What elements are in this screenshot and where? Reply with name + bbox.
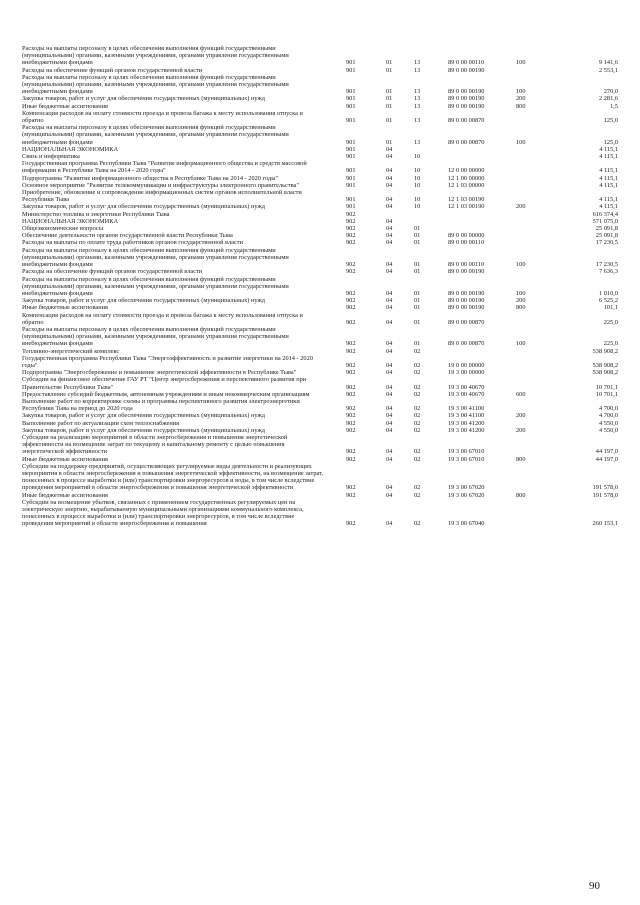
row-department-code: 902 [346, 455, 356, 463]
row-target-article-code: 89 0 00 00870 [448, 138, 485, 146]
row-amount: 4 115,1 [599, 181, 618, 189]
row-subsection-code: 02 [414, 491, 421, 499]
row-amount: 270,0 [603, 88, 618, 96]
row-section-code: 04 [386, 455, 393, 463]
row-amount: 260 153,1 [592, 520, 618, 528]
row-department-code: 902 [346, 520, 356, 528]
row-department-code: 901 [346, 153, 356, 161]
row-department-code: 902 [346, 318, 356, 326]
row-section-code: 04 [386, 217, 393, 225]
row-section-code: 01 [386, 66, 393, 74]
table-row [22, 232, 622, 239]
table-row [22, 153, 622, 160]
row-subsection-code: 02 [414, 405, 421, 413]
row-name: Подпрограмма "Развитие информационного общества в Республике Тыва на 2014 - 2020 годы" [22, 174, 279, 182]
table-row [22, 182, 622, 189]
row-section-code: 04 [386, 181, 393, 189]
row-subsection-code: 02 [414, 361, 421, 369]
row-department-code: 901 [346, 88, 356, 96]
row-department-code: 902 [346, 289, 356, 297]
row-section-code: 04 [386, 484, 393, 492]
row-name: НАЦИОНАЛЬНАЯ ЭКОНОМИКА [22, 145, 119, 153]
row-department-code: 902 [346, 210, 356, 218]
row-subsection-code: 01 [414, 268, 421, 276]
row-amount: 4 115,1 [599, 174, 618, 182]
row-subsection-code: 02 [414, 455, 421, 463]
row-name: Расходы на выплаты персоналу в целях обеспечения выполнения функций государственными (муниципальными) органами, казенными учреждениями, органами управления государственными внебюджетными фондами [22, 124, 289, 146]
row-name: Расходы на выплаты персоналу в целях обеспечения выполнения функций государственными (муниципальными) органами, казенными учреждениями, органами управления государственными внебюджетными фондами [22, 246, 289, 269]
row-department-code: 901 [346, 181, 356, 189]
row-section-code: 04 [386, 390, 393, 398]
row-target-article-code: 89 0 00 00110 [448, 59, 485, 67]
table-row [22, 369, 622, 376]
row-amount: 25 091,8 [595, 232, 618, 240]
row-department-code: 902 [346, 268, 356, 276]
table-row [22, 160, 622, 174]
row-target-article-code: 89 0 00 00110 [448, 261, 485, 269]
row-subsection-code: 13 [414, 59, 421, 67]
row-subsection-code: 01 [414, 340, 421, 348]
table-row [22, 492, 622, 499]
row-subsection-code: 02 [414, 484, 421, 492]
table-row [22, 312, 622, 326]
row-subsection-code: 13 [414, 117, 421, 125]
row-expense-type-code: 100 [516, 138, 526, 146]
row-name: Приобретение, обновление и сопровождение информационных систем органов исполнительной власти Республики Тыва [22, 189, 302, 204]
row-subsection-code: 01 [414, 261, 421, 269]
row-expense-type-code: 800 [516, 491, 526, 499]
row-department-code: 902 [346, 225, 356, 233]
row-target-article-code: 19 3 00 67010 [448, 448, 485, 456]
row-department-code: 901 [346, 145, 356, 153]
row-amount: 44 197,0 [595, 455, 618, 463]
row-section-code: 01 [386, 138, 393, 146]
row-section-code: 04 [386, 448, 393, 456]
budget-table [22, 45, 622, 528]
row-expense-type-code: 100 [516, 88, 526, 96]
row-amount: 4 550,0 [598, 419, 618, 427]
row-department-code: 902 [346, 412, 356, 420]
row-name: Расходы на выплаты персоналу в целях обеспечения выполнения функций государственными (муниципальными) органами, казенными учреждениями, органами управления государственными внебюджетными фондами [22, 73, 289, 96]
row-name: Обеспечение деятельности органов государственной власти Республики Тыва [22, 232, 233, 240]
row-amount: 25 091,8 [595, 225, 618, 233]
row-name: Подпрограмма "Энергосбережение и повышение энергетической эффективности в Республике Тыва" [22, 369, 297, 377]
row-department-code: 902 [346, 232, 356, 240]
row-name: Расходы на обеспечение функций органов государственной власти [22, 66, 203, 74]
row-section-code: 01 [386, 95, 393, 103]
row-expense-type-code: 800 [516, 455, 526, 463]
row-section-code: 01 [386, 117, 393, 125]
row-name: Выполнение работ по актуализации схем теплоснабжения [22, 419, 180, 427]
row-department-code: 901 [346, 167, 356, 175]
table-row [22, 376, 622, 390]
row-amount: 225,0 [603, 340, 618, 348]
row-section-code: 04 [386, 153, 393, 161]
row-subsection-code: 10 [414, 174, 421, 182]
row-subsection-code: 01 [414, 289, 421, 297]
row-expense-type-code: 200 [516, 95, 526, 103]
row-expense-type-code: 200 [516, 426, 526, 434]
row-section-code: 04 [386, 297, 393, 305]
row-expense-type-code: 800 [516, 304, 526, 312]
row-subsection-code: 10 [414, 181, 421, 189]
row-amount: 6 525,2 [598, 297, 618, 305]
row-subsection-code: 02 [414, 383, 421, 391]
table-row [22, 247, 622, 269]
row-expense-type-code: 200 [516, 412, 526, 420]
row-name: Компенсация расходов на оплату стоимости проезда и провоза багажа к месту использования отпуска и обратно [22, 311, 303, 326]
row-target-article-code: 89 0 00 00870 [448, 318, 485, 326]
row-amount: 538 908,2 [592, 347, 618, 355]
row-section-code: 04 [386, 167, 393, 175]
row-name: НАЦИОНАЛЬНАЯ ЭКОНОМИКА [22, 217, 119, 225]
row-amount: 10 701,1 [595, 383, 618, 391]
row-target-article-code: 19 0 00 00000 [448, 361, 485, 369]
row-section-code: 01 [386, 59, 393, 67]
row-section-code: 04 [386, 419, 393, 427]
table-row [22, 95, 622, 102]
table-row [22, 427, 622, 434]
row-subsection-code: 01 [414, 232, 421, 240]
table-row [22, 398, 622, 412]
row-target-article-code: 19 3 00 67040 [448, 520, 485, 528]
row-department-code: 902 [346, 491, 356, 499]
row-amount: 4 115,1 [599, 167, 618, 175]
row-amount: 4 700,0 [598, 412, 618, 420]
row-target-article-code: 89 0 00 00870 [448, 340, 485, 348]
row-amount: 4 115,1 [599, 196, 618, 204]
row-section-code: 04 [386, 304, 393, 312]
row-amount: 2 553,1 [598, 66, 618, 74]
row-target-article-code: 19 3 00 67010 [448, 455, 485, 463]
row-amount: 538 908,2 [592, 369, 618, 377]
row-section-code: 04 [386, 232, 393, 240]
row-name: Расходы на выплаты персоналу в целях обеспечения выполнения функций государственными (муниципальными) органами, казенными учреждениями, органами управления государственными внебюджетными фондами [22, 325, 289, 348]
row-target-article-code: 19 3 00 40670 [448, 390, 485, 398]
row-amount: 17 230,5 [595, 239, 618, 247]
table-row [22, 203, 622, 210]
row-target-article-code: 12 1 03 00000 [448, 181, 485, 189]
row-target-article-code: 89 0 00 00190 [448, 304, 485, 312]
row-name: Выполнение работ по корректировке схемы и программы перспективного развития электроэнергетики Республики Тыва на период до 2020 года [22, 397, 300, 413]
row-expense-type-code: 100 [516, 59, 526, 67]
row-amount: 7 636,3 [598, 268, 618, 276]
row-name: Связь и информатика [22, 153, 80, 161]
row-department-code: 902 [346, 426, 356, 434]
table-row [22, 146, 622, 153]
row-section-code: 04 [386, 412, 393, 420]
row-subsection-code: 02 [414, 347, 421, 355]
row-section-code: 04 [386, 383, 393, 391]
row-amount: 191 578,0 [592, 484, 618, 492]
row-department-code: 901 [346, 95, 356, 103]
row-department-code: 902 [346, 484, 356, 492]
row-name: Закупка товаров, работ и услуг для обеспечения государственных (муниципальных) нужд [22, 95, 266, 103]
row-department-code: 901 [346, 66, 356, 74]
row-subsection-code: 10 [414, 153, 421, 161]
row-target-article-code: 12 0 00 00000 [448, 167, 485, 175]
row-subsection-code: 01 [414, 297, 421, 305]
row-department-code: 902 [346, 419, 356, 427]
row-section-code: 04 [386, 520, 393, 528]
row-subsection-code: 10 [414, 196, 421, 204]
row-subsection-code: 02 [414, 448, 421, 456]
row-department-code: 902 [346, 369, 356, 377]
row-name: Общеэкономические вопросы [22, 225, 103, 233]
row-name: Иные бюджетные ассигнования [22, 304, 108, 312]
row-section-code: 04 [386, 347, 393, 355]
row-name: Иные бюджетные ассигнования [22, 491, 108, 499]
table-row [22, 463, 622, 492]
row-subsection-code: 10 [414, 167, 421, 175]
row-name: Закупка товаров, работ и услуг для обеспечения государственных (муниципальных) нужд [22, 426, 266, 434]
row-name: Министерство топлива и энергетики Республики Тыва [22, 210, 170, 218]
row-target-article-code: 89 0 00 00190 [448, 289, 485, 297]
row-name: Предоставление субсидий бюджетным, автономным учреждениям и иным некоммерческим организациям [22, 390, 310, 398]
row-name: Компенсация расходов на оплату стоимости проезда и провоза багажа к месту использования отпуска и обратно [22, 109, 303, 125]
row-name: Топливно-энергетический комплекс [22, 347, 120, 355]
row-department-code: 901 [346, 196, 356, 204]
row-section-code: 01 [386, 88, 393, 96]
row-target-article-code: 19 3 00 00000 [448, 369, 485, 377]
row-department-code: 902 [346, 217, 356, 225]
row-subsection-code: 02 [414, 390, 421, 398]
row-amount: 1,5 [610, 102, 618, 110]
table-row [22, 456, 622, 463]
row-department-code: 902 [346, 261, 356, 269]
row-subsection-code: 13 [414, 95, 421, 103]
row-name: Иные бюджетные ассигнования [22, 102, 108, 110]
row-expense-type-code: 100 [516, 261, 526, 269]
row-section-code: 04 [386, 268, 393, 276]
row-section-code: 04 [386, 261, 393, 269]
row-subsection-code: 02 [414, 412, 421, 420]
row-amount: 44 197,0 [595, 448, 618, 456]
row-target-article-code: 12 1 03 00190 [448, 203, 485, 211]
row-department-code: 901 [346, 102, 356, 110]
row-name: Закупка товаров, работ и услуг для обеспечения государственных (муниципальных) нужд [22, 412, 266, 420]
table-row [22, 189, 622, 203]
row-expense-type-code: 200 [516, 297, 526, 305]
row-section-code: 04 [386, 491, 393, 499]
row-target-article-code: 12 1 00 00000 [448, 174, 485, 182]
row-amount: 17 230,5 [595, 261, 618, 269]
row-target-article-code: 89 0 00 00190 [448, 95, 485, 103]
row-department-code: 901 [346, 174, 356, 182]
table-row [22, 412, 622, 419]
row-name: Расходы на выплаты по оплате труда работников органов государственной власти [22, 239, 243, 247]
row-subsection-code: 13 [414, 138, 421, 146]
table-row [22, 211, 622, 218]
row-name: Субсидии на финансовое обеспечение ГАУ РТ "Центр энергосбережения и перспективного развития при Правительстве Республики Тыва" [22, 376, 307, 391]
row-section-code: 04 [386, 289, 393, 297]
row-subsection-code: 01 [414, 304, 421, 312]
row-section-code: 04 [386, 405, 393, 413]
table-row [22, 355, 622, 369]
row-section-code: 04 [386, 203, 393, 211]
row-amount: 101,1 [603, 304, 618, 312]
table-row [22, 268, 622, 275]
table-row [22, 304, 622, 311]
row-subsection-code: 13 [414, 88, 421, 96]
row-subsection-code: 01 [414, 239, 421, 247]
row-amount: 9 141,6 [598, 59, 618, 67]
table-row [22, 239, 622, 246]
table-row [22, 175, 622, 182]
row-section-code: 04 [386, 426, 393, 434]
row-section-code: 04 [386, 340, 393, 348]
table-row [22, 348, 622, 355]
row-name: Субсидии на реализацию мероприятий в области энергосбережения и повышения энергетической эффективности на возмещение затрат по текущему и капитальному ремонту с целью повышения энергетической эффективности [22, 433, 288, 456]
row-amount: 125,0 [603, 138, 618, 146]
table-row [22, 499, 622, 528]
row-name: Субсидии на поддержку предприятий, осуществляющих регулируемые виды деятельности и реализующих мероприятия в области энергосбережения и повышения энергетической эффективности, на возмещение затрат, понесенных в процессе выработки и (или) транспортировки энергоресурсов и воды, в том числе вследствие проведения мероприятий в области энергосбережения и повышения энергетической эффективности [22, 462, 324, 492]
row-target-article-code: 12 1 03 00190 [448, 196, 485, 204]
row-target-article-code: 89 0 00 00000 [448, 232, 485, 240]
row-subsection-code: 01 [414, 225, 421, 233]
row-name: Расходы на выплаты персоналу в целях обеспечения выполнения функций государственными (муниципальными) органами, казенными учреждениями, органами управления государственными внебюджетными фондами [22, 45, 289, 67]
table-row [22, 297, 622, 304]
row-department-code: 902 [346, 304, 356, 312]
table-row [22, 391, 622, 398]
row-target-article-code: 89 0 00 00190 [448, 268, 485, 276]
row-amount: 10 701,1 [595, 390, 618, 398]
row-target-article-code: 89 0 00 00190 [448, 88, 485, 96]
row-department-code: 902 [346, 448, 356, 456]
row-amount: 571 075,0 [592, 217, 618, 225]
table-row [22, 276, 622, 298]
row-amount: 4 115,1 [599, 153, 618, 161]
row-target-article-code: 89 0 00 00190 [448, 102, 485, 110]
row-target-article-code: 19 3 00 67020 [448, 491, 485, 499]
row-section-code: 04 [386, 145, 393, 153]
row-amount: 4 700,0 [598, 405, 618, 413]
row-name: Расходы на обеспечение функций органов государственной власти [22, 268, 203, 276]
row-section-code: 04 [386, 318, 393, 326]
row-subsection-code: 13 [414, 102, 421, 110]
row-section-code: 04 [386, 225, 393, 233]
row-target-article-code: 19 3 00 67020 [448, 484, 485, 492]
row-name: Расходы на выплаты персоналу в целях обеспечения выполнения функций государственными (муниципальными) органами, казенными учреждениями, органами управления государственными внебюджетными фондами [22, 275, 289, 297]
row-department-code: 902 [346, 383, 356, 391]
row-section-code: 04 [386, 369, 393, 377]
table-row [22, 45, 622, 67]
row-section-code: 04 [386, 361, 393, 369]
row-expense-type-code: 600 [516, 390, 526, 398]
row-amount: 2 281,6 [598, 95, 618, 103]
row-amount: 4 115,1 [599, 145, 618, 153]
row-name: Государственная программа Республики Тыва "Развитие информационного общества и средств массовой информации в Республике Тыва на 2014 - 2020 годы" [22, 160, 307, 175]
row-name: Иные бюджетные ассигнования [22, 455, 108, 463]
table-row [22, 110, 622, 124]
row-subsection-code: 02 [414, 520, 421, 528]
row-subsection-code: 10 [414, 203, 421, 211]
row-section-code: 04 [386, 174, 393, 182]
row-amount: 225,0 [603, 318, 618, 326]
row-subsection-code: 02 [414, 369, 421, 377]
row-target-article-code: 19 3 00 41100 [448, 405, 485, 413]
row-subsection-code: 02 [414, 426, 421, 434]
row-name: Субсидии на возмещение убытков, связанных с применением государственных регулируемых цен на электрическую энергию, вырабатываемую муниципальными организациями коммунального комплекса, понесенных в процессе выработки и (или) транспортировки энергоресурсов, в том числе вследствие проведения мероприятий в области энергосбережения и повышения [22, 498, 304, 528]
row-department-code: 901 [346, 203, 356, 211]
table-row [22, 67, 622, 74]
row-expense-type-code: 100 [516, 289, 526, 297]
row-department-code: 902 [346, 347, 356, 355]
row-amount: 1 010,0 [598, 289, 618, 297]
table-row [22, 103, 622, 110]
row-name: Основное мероприятие "Развитие телекоммуникации и инфраструктуры электронного правительства" [22, 181, 299, 189]
row-expense-type-code: 200 [516, 203, 526, 211]
row-department-code: 901 [346, 138, 356, 146]
row-target-article-code: 89 0 00 00870 [448, 117, 485, 125]
row-name: Государственная программа Республики Тыва "Энергоэффективность и развитие энергетики на 2014 - 2020 годы" [22, 354, 313, 369]
row-department-code: 902 [346, 297, 356, 305]
row-section-code: 04 [386, 239, 393, 247]
row-subsection-code: 02 [414, 419, 421, 427]
row-target-article-code: 89 0 00 00190 [448, 66, 485, 74]
row-section-code: 04 [386, 196, 393, 204]
row-expense-type-code: 800 [516, 102, 526, 110]
table-row [22, 124, 622, 146]
table-row [22, 420, 622, 427]
row-target-article-code: 89 0 00 00190 [448, 297, 485, 305]
row-amount: 191 578,0 [592, 491, 618, 499]
table-row [22, 434, 622, 456]
row-amount: 616 374,4 [592, 210, 618, 218]
row-department-code: 902 [346, 405, 356, 413]
row-department-code: 902 [346, 390, 356, 398]
row-department-code: 902 [346, 239, 356, 247]
row-amount: 4 115,1 [599, 203, 618, 211]
row-amount: 538 908,2 [592, 361, 618, 369]
row-department-code: 902 [346, 361, 356, 369]
row-target-article-code: 19 3 00 41200 [448, 419, 485, 427]
row-department-code: 901 [346, 117, 356, 125]
row-subsection-code: 01 [414, 318, 421, 326]
row-target-article-code: 19 3 00 41200 [448, 426, 485, 434]
row-department-code: 902 [346, 340, 356, 348]
row-department-code: 901 [346, 59, 356, 67]
row-name: Закупка товаров, работ и услуг для обеспечения государственных (муниципальных) нужд [22, 297, 266, 305]
row-target-article-code: 89 0 00 00110 [448, 239, 485, 247]
table-row [22, 218, 622, 225]
table-row [22, 326, 622, 348]
row-subsection-code: 13 [414, 66, 421, 74]
row-section-code: 01 [386, 102, 393, 110]
table-row [22, 74, 622, 96]
page-number: 90 [589, 880, 600, 892]
table-row [22, 225, 622, 232]
row-amount: 125,0 [603, 117, 618, 125]
row-target-article-code: 19 3 00 41100 [448, 412, 485, 420]
row-target-article-code: 19 3 00 40670 [448, 383, 485, 391]
row-expense-type-code: 100 [516, 340, 526, 348]
row-name: Закупка товаров, работ и услуг для обеспечения государственных (муниципальных) нужд [22, 203, 266, 211]
row-amount: 4 550,0 [598, 426, 618, 434]
